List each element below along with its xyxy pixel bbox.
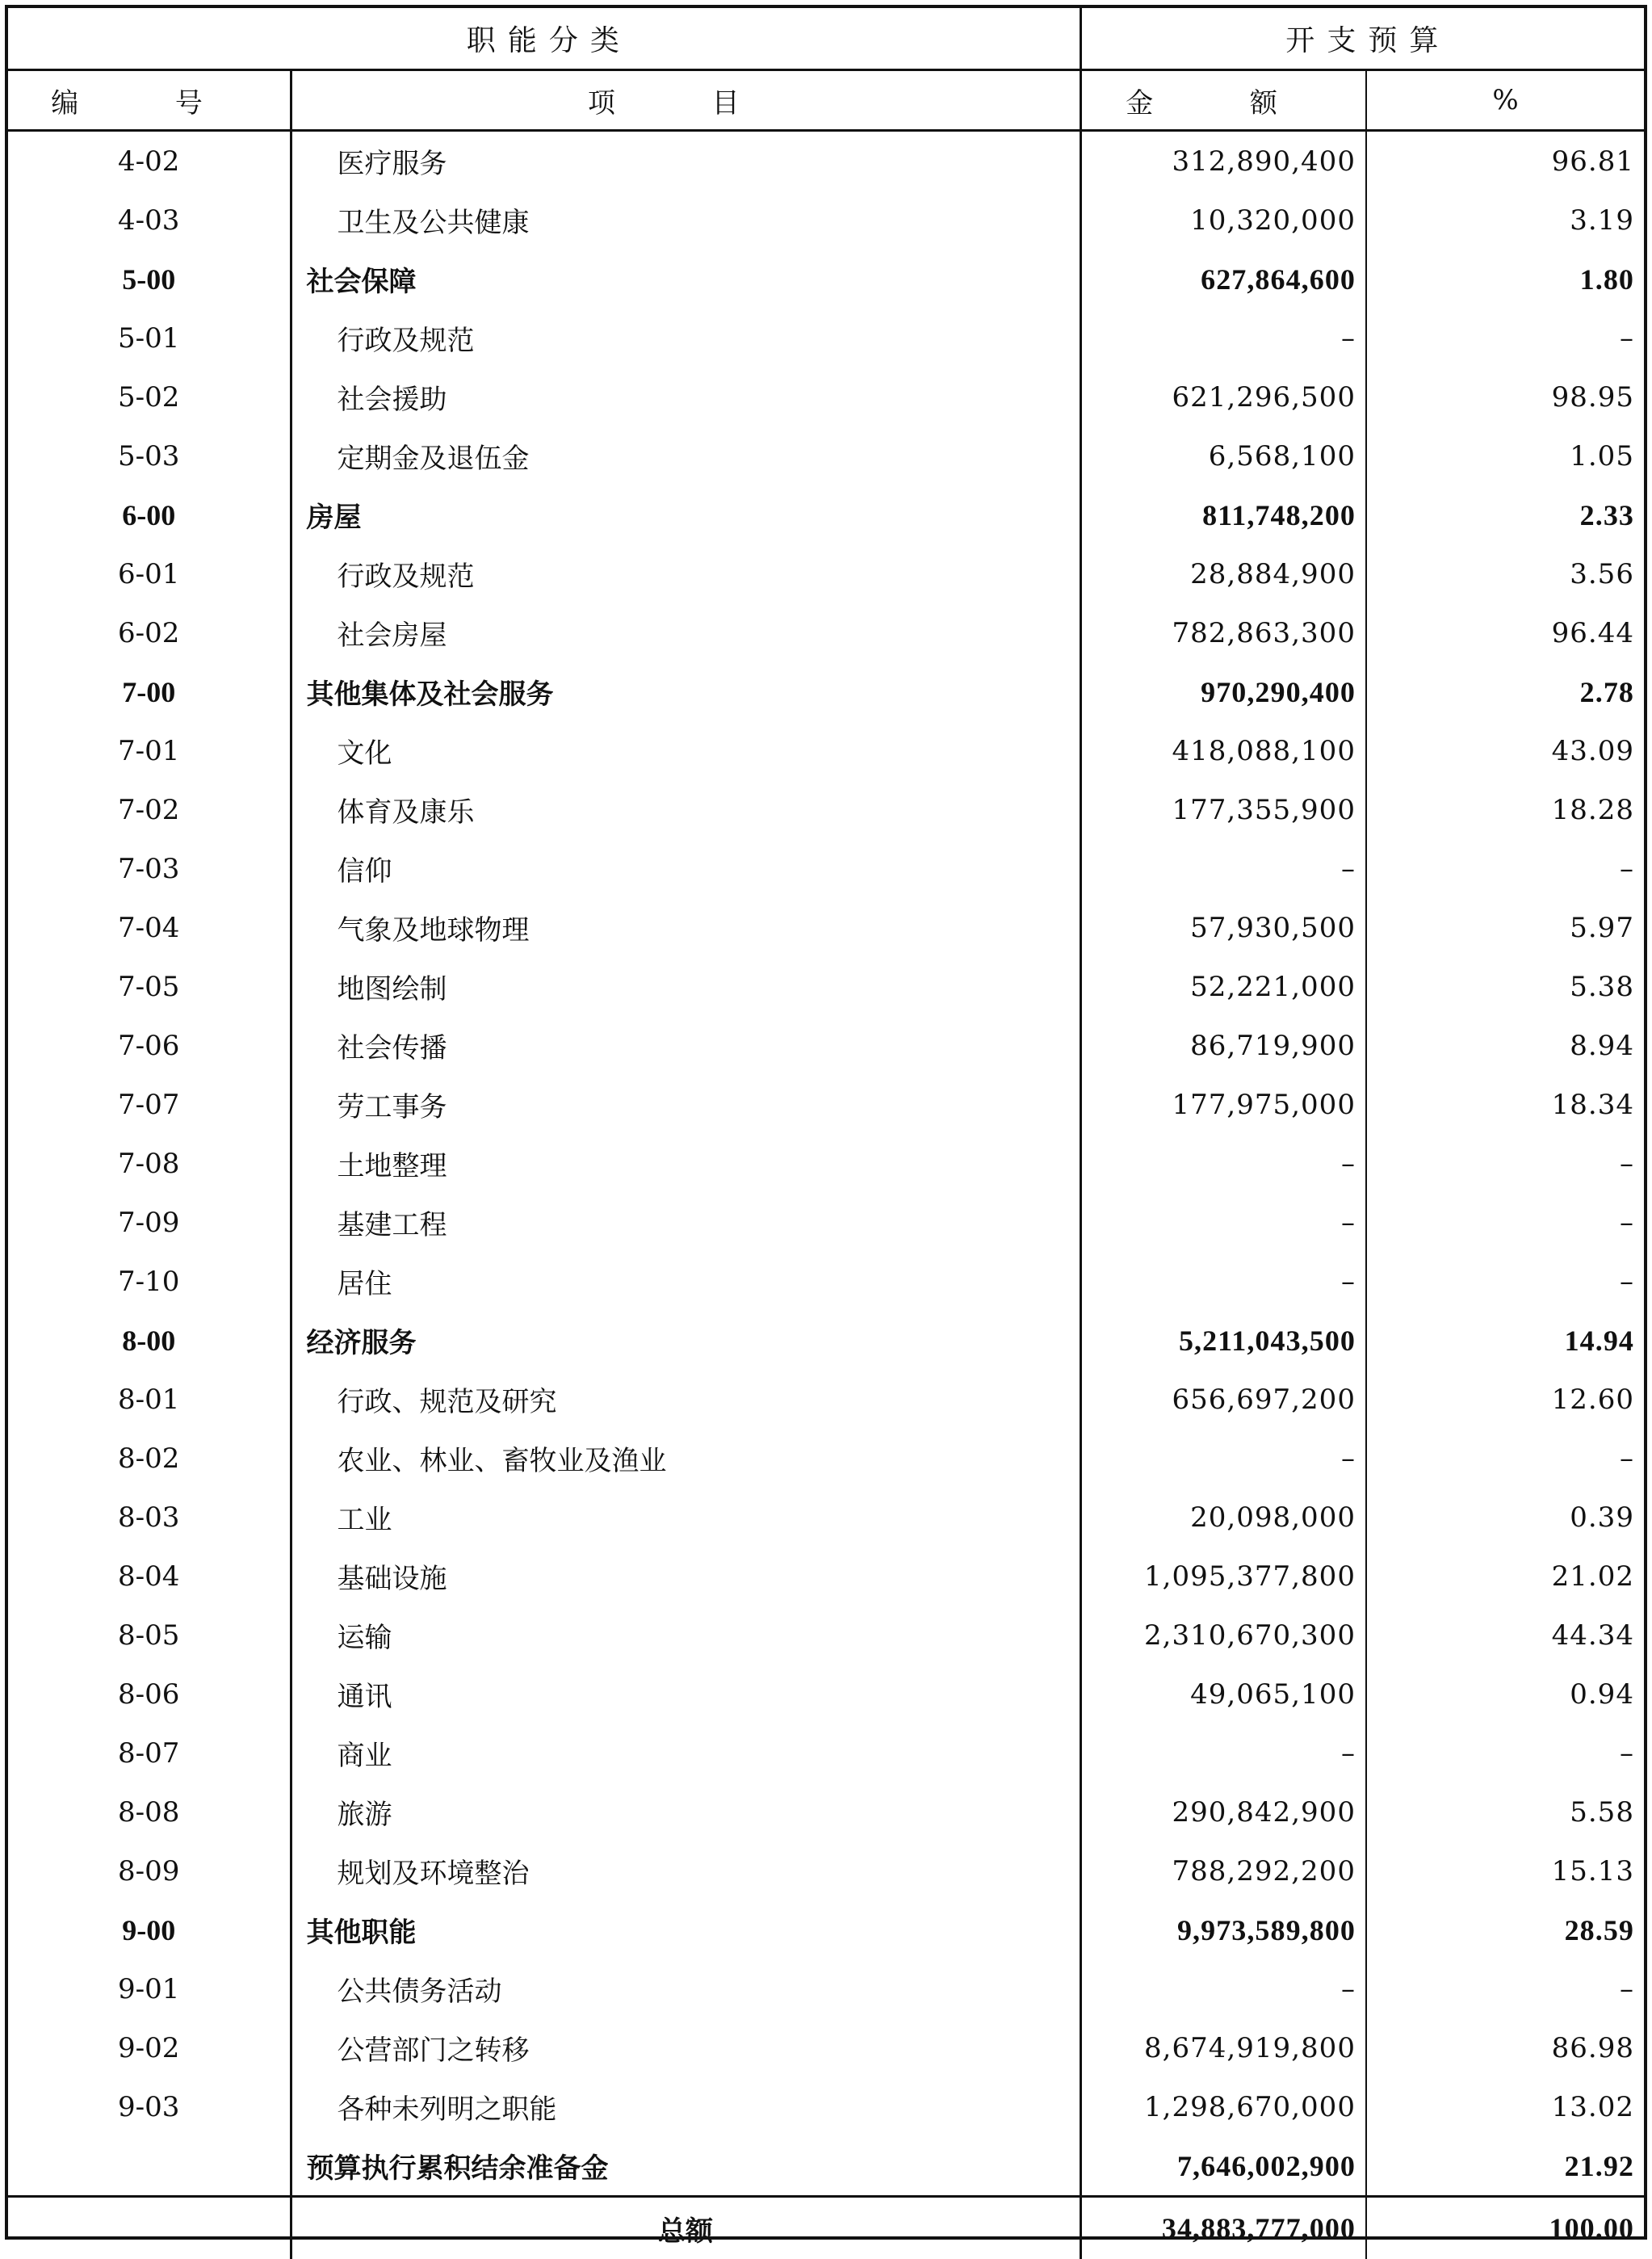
item-cell: 行政及规范 [291, 544, 1080, 603]
total-row [8, 2197, 1644, 2259]
amount-cell: 811,748,200 [1080, 485, 1366, 544]
table-row [8, 485, 1644, 544]
code-cell: 5-02 [8, 367, 291, 426]
percent-cell: 2.33 [1366, 485, 1644, 544]
percent-cell: 28.59 [1366, 1900, 1644, 1959]
code-cell: 9-02 [8, 2018, 291, 2077]
item-cell: 地图绘制 [291, 957, 1080, 1016]
total-amount: 34,883,777,000 [1080, 2197, 1366, 2259]
table-row [8, 1959, 1644, 2018]
amount-cell: – [1080, 309, 1366, 367]
total-code-cell [8, 2197, 291, 2259]
budget-table [8, 8, 1644, 2259]
percent-cell: – [1366, 1134, 1644, 1193]
amount-cell: 8,674,919,800 [1080, 2018, 1366, 2077]
budget-table-page [5, 5, 1647, 2240]
amount-cell: 9,973,589,800 [1080, 1900, 1366, 1959]
percent-cell: – [1366, 1252, 1644, 1311]
code-cell: 8-08 [8, 1782, 291, 1841]
item-cell: 医疗服务 [291, 131, 1080, 191]
code-cell: 7-05 [8, 957, 291, 1016]
code-cell: 8-03 [8, 1488, 291, 1547]
item-cell: 预算执行累积结余准备金 [291, 2136, 1080, 2197]
header-percent: % [1366, 70, 1644, 131]
amount-cell: 1,298,670,000 [1080, 2077, 1366, 2136]
table-row [8, 898, 1644, 957]
code-cell: 4-03 [8, 191, 291, 250]
percent-cell: 1.05 [1366, 426, 1644, 485]
percent-cell: – [1366, 1724, 1644, 1782]
percent-cell: 5.58 [1366, 1782, 1644, 1841]
code-cell: 5-03 [8, 426, 291, 485]
table-row [8, 1134, 1644, 1193]
header-classification: 职 能 分 类 [8, 8, 1080, 70]
amount-cell: 788,292,200 [1080, 1841, 1366, 1900]
table-row [8, 603, 1644, 662]
table-row [8, 426, 1644, 485]
percent-cell: – [1366, 309, 1644, 367]
percent-cell: – [1366, 839, 1644, 898]
item-cell: 公共债务活动 [291, 1959, 1080, 2018]
percent-cell: 86.98 [1366, 2018, 1644, 2077]
item-cell: 规划及环境整治 [291, 1841, 1080, 1900]
code-cell: 8-07 [8, 1724, 291, 1782]
item-cell: 行政及规范 [291, 309, 1080, 367]
amount-cell: 418,088,100 [1080, 721, 1366, 780]
code-cell: 8-05 [8, 1606, 291, 1665]
header-item: 项 目 [291, 70, 1080, 131]
item-cell: 气象及地球物理 [291, 898, 1080, 957]
code-cell: 7-03 [8, 839, 291, 898]
table-row [8, 1488, 1644, 1547]
item-cell: 旅游 [291, 1782, 1080, 1841]
amount-cell: – [1080, 839, 1366, 898]
total-percent: 100.00 [1366, 2197, 1644, 2259]
table-row [8, 2018, 1644, 2077]
code-cell: 8-00 [8, 1311, 291, 1370]
percent-cell: 18.34 [1366, 1075, 1644, 1134]
amount-cell: 57,930,500 [1080, 898, 1366, 957]
item-cell: 商业 [291, 1724, 1080, 1782]
table-row [8, 1075, 1644, 1134]
code-cell: 8-02 [8, 1429, 291, 1488]
table-row [8, 309, 1644, 367]
total-label: 总额 [291, 2197, 1080, 2259]
table-row [8, 2077, 1644, 2136]
amount-cell: 7,646,002,900 [1080, 2136, 1366, 2197]
item-cell: 公营部门之转移 [291, 2018, 1080, 2077]
table-row [8, 1252, 1644, 1311]
code-cell: 7-06 [8, 1016, 291, 1075]
code-cell: 5-00 [8, 250, 291, 309]
amount-cell: – [1080, 1724, 1366, 1782]
code-cell: 7-01 [8, 721, 291, 780]
percent-cell: 8.94 [1366, 1016, 1644, 1075]
table-row [8, 957, 1644, 1016]
item-cell: 工业 [291, 1488, 1080, 1547]
header-code: 编 号 [8, 70, 291, 131]
amount-cell: 177,355,900 [1080, 780, 1366, 839]
code-cell: 8-06 [8, 1665, 291, 1724]
header-row-top [8, 8, 1644, 70]
amount-cell: 28,884,900 [1080, 544, 1366, 603]
percent-cell: – [1366, 1959, 1644, 2018]
amount-cell: – [1080, 1134, 1366, 1193]
item-cell: 社会传播 [291, 1016, 1080, 1075]
code-cell: 8-09 [8, 1841, 291, 1900]
percent-cell: 0.94 [1366, 1665, 1644, 1724]
code-cell: 5-01 [8, 309, 291, 367]
item-cell: 农业、林业、畜牧业及渔业 [291, 1429, 1080, 1488]
amount-cell: 52,221,000 [1080, 957, 1366, 1016]
percent-cell: 21.02 [1366, 1547, 1644, 1606]
amount-cell: 312,890,400 [1080, 131, 1366, 191]
table-row [8, 1665, 1644, 1724]
table-row [8, 662, 1644, 721]
item-cell: 基础设施 [291, 1547, 1080, 1606]
percent-cell: – [1366, 1193, 1644, 1252]
table-row [8, 1782, 1644, 1841]
amount-cell: 970,290,400 [1080, 662, 1366, 721]
table-row [8, 1606, 1644, 1665]
item-cell: 行政、规范及研究 [291, 1370, 1080, 1429]
percent-cell: 18.28 [1366, 780, 1644, 839]
table-row [8, 544, 1644, 603]
item-cell: 社会援助 [291, 367, 1080, 426]
code-cell: 7-07 [8, 1075, 291, 1134]
item-cell: 卫生及公共健康 [291, 191, 1080, 250]
code-cell [8, 2136, 291, 2197]
table-row [8, 780, 1644, 839]
percent-cell: 13.02 [1366, 2077, 1644, 2136]
percent-cell: 1.80 [1366, 250, 1644, 309]
item-cell: 社会保障 [291, 250, 1080, 309]
table-row [8, 1016, 1644, 1075]
amount-cell: 49,065,100 [1080, 1665, 1366, 1724]
header-amount: 金 额 [1080, 70, 1366, 131]
percent-cell: – [1366, 1429, 1644, 1488]
item-cell: 定期金及退伍金 [291, 426, 1080, 485]
table-row [8, 191, 1644, 250]
amount-cell: 10,320,000 [1080, 191, 1366, 250]
amount-cell: 6,568,100 [1080, 426, 1366, 485]
amount-cell: 5,211,043,500 [1080, 1311, 1366, 1370]
table-row [8, 1370, 1644, 1429]
percent-cell: 5.97 [1366, 898, 1644, 957]
percent-cell: 3.56 [1366, 544, 1644, 603]
item-cell: 文化 [291, 721, 1080, 780]
code-cell: 9-01 [8, 1959, 291, 2018]
code-cell: 4-02 [8, 131, 291, 191]
amount-cell: 20,098,000 [1080, 1488, 1366, 1547]
header-row-sub [8, 70, 1644, 131]
code-cell: 6-00 [8, 485, 291, 544]
amount-cell: 2,310,670,300 [1080, 1606, 1366, 1665]
table-row [8, 1311, 1644, 1370]
amount-cell: – [1080, 1252, 1366, 1311]
table-row [8, 1429, 1644, 1488]
percent-cell: 5.38 [1366, 957, 1644, 1016]
percent-cell: 98.95 [1366, 367, 1644, 426]
percent-cell: 96.44 [1366, 603, 1644, 662]
amount-cell: 290,842,900 [1080, 1782, 1366, 1841]
code-cell: 7-10 [8, 1252, 291, 1311]
table-row [8, 839, 1644, 898]
table-row [8, 721, 1644, 780]
amount-cell: 656,697,200 [1080, 1370, 1366, 1429]
item-cell: 通讯 [291, 1665, 1080, 1724]
percent-cell: 14.94 [1366, 1311, 1644, 1370]
code-cell: 8-01 [8, 1370, 291, 1429]
amount-cell: 86,719,900 [1080, 1016, 1366, 1075]
table-row [8, 1193, 1644, 1252]
table-row [8, 2136, 1644, 2197]
percent-cell: 44.34 [1366, 1606, 1644, 1665]
percent-cell: 15.13 [1366, 1841, 1644, 1900]
item-cell: 土地整理 [291, 1134, 1080, 1193]
item-cell: 各种未列明之职能 [291, 2077, 1080, 2136]
table-row [8, 1724, 1644, 1782]
table-row [8, 131, 1644, 191]
table-row [8, 1900, 1644, 1959]
table-row [8, 1841, 1644, 1900]
code-cell: 7-08 [8, 1134, 291, 1193]
table-row [8, 1547, 1644, 1606]
item-cell: 运输 [291, 1606, 1080, 1665]
item-cell: 其他职能 [291, 1900, 1080, 1959]
percent-cell: 3.19 [1366, 191, 1644, 250]
item-cell: 经济服务 [291, 1311, 1080, 1370]
code-cell: 9-00 [8, 1900, 291, 1959]
table-row [8, 250, 1644, 309]
amount-cell: – [1080, 1193, 1366, 1252]
percent-cell: 0.39 [1366, 1488, 1644, 1547]
code-cell: 7-04 [8, 898, 291, 957]
percent-cell: 21.92 [1366, 2136, 1644, 2197]
code-cell: 9-03 [8, 2077, 291, 2136]
code-cell: 6-02 [8, 603, 291, 662]
amount-cell: 782,863,300 [1080, 603, 1366, 662]
percent-cell: 2.78 [1366, 662, 1644, 721]
code-cell: 6-01 [8, 544, 291, 603]
item-cell: 基建工程 [291, 1193, 1080, 1252]
percent-cell: 12.60 [1366, 1370, 1644, 1429]
percent-cell: 96.81 [1366, 131, 1644, 191]
amount-cell: 1,095,377,800 [1080, 1547, 1366, 1606]
percent-cell: 43.09 [1366, 721, 1644, 780]
amount-cell: 627,864,600 [1080, 250, 1366, 309]
amount-cell: – [1080, 1429, 1366, 1488]
code-cell: 7-02 [8, 780, 291, 839]
amount-cell: 621,296,500 [1080, 367, 1366, 426]
amount-cell: 177,975,000 [1080, 1075, 1366, 1134]
amount-cell: – [1080, 1959, 1366, 2018]
item-cell: 体育及康乐 [291, 780, 1080, 839]
table-row [8, 367, 1644, 426]
code-cell: 8-04 [8, 1547, 291, 1606]
item-cell: 房屋 [291, 485, 1080, 544]
code-cell: 7-00 [8, 662, 291, 721]
code-cell: 7-09 [8, 1193, 291, 1252]
item-cell: 其他集体及社会服务 [291, 662, 1080, 721]
item-cell: 居住 [291, 1252, 1080, 1311]
item-cell: 劳工事务 [291, 1075, 1080, 1134]
item-cell: 社会房屋 [291, 603, 1080, 662]
header-budget: 开 支 预 算 [1080, 8, 1644, 70]
table-body [8, 131, 1644, 2197]
item-cell: 信仰 [291, 839, 1080, 898]
